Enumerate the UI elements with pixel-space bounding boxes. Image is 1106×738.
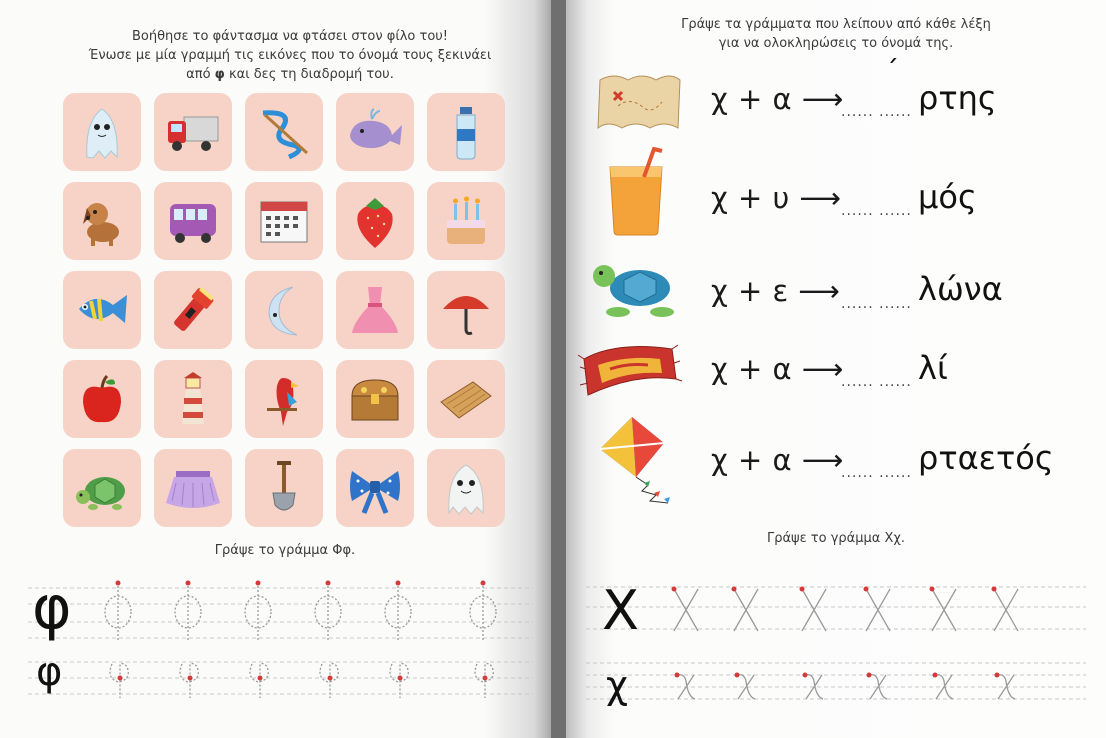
grid-cell[interactable] (154, 360, 232, 438)
calendar-icon (253, 190, 315, 252)
flashlight-icon (162, 279, 224, 341)
ribbon-icon (253, 101, 315, 163)
grid-cell[interactable] (245, 271, 323, 349)
water-bottle-icon (435, 101, 497, 163)
phi-uppercase-model: φ (32, 573, 72, 643)
instruction-line-2: Ένωσε με μία γραμμή τις εικόνες που το όνομά τους ξεκινάει (88, 48, 492, 63)
whale-icon (344, 101, 406, 163)
grid-cell[interactable] (154, 449, 232, 527)
handwriting-guide-chi (586, 577, 1091, 707)
exercise-row (566, 155, 1106, 235)
fish-icon (71, 279, 133, 341)
grid-cell[interactable] (245, 93, 323, 171)
chi-lowercase-model: χ (606, 663, 628, 707)
umbrella-icon (435, 279, 497, 341)
letter-formula: χ + α ⟶ (711, 443, 844, 477)
dress-icon (344, 279, 406, 341)
instruction-line-3-post: και δες τη διαδρομή του. (224, 67, 394, 82)
instruction-line-3-pre: από (186, 67, 215, 82)
accent-mark: ΄ (885, 54, 899, 87)
grid-cell[interactable] (63, 271, 141, 349)
grid-cell[interactable] (63, 182, 141, 260)
turtle-icon (71, 457, 133, 519)
letter-formula: χ + υ ⟶ (711, 181, 842, 215)
word-ending: λώνα (918, 270, 1003, 308)
grid-cell[interactable] (63, 360, 141, 438)
treasure-map-icon (594, 68, 684, 138)
grid-cell[interactable] (427, 360, 505, 438)
moon-icon (253, 279, 315, 341)
grid-cell[interactable] (336, 182, 414, 260)
shovel-icon (253, 457, 315, 519)
parrot-icon (253, 368, 315, 430)
kite-icon (592, 415, 688, 507)
blank-line[interactable]: ...... ...... (841, 296, 912, 312)
write-heading-left: Γράψε το γράμμα Φφ. (214, 543, 356, 558)
instruction-letter-bold: φ (214, 67, 225, 82)
grid-cell[interactable] (154, 271, 232, 349)
left-page (0, 0, 551, 738)
instruction-line-1: Γράψε τα γράμματα που λείπουν από κάθε λέξη (681, 17, 991, 32)
grid-cell[interactable] (427, 93, 505, 171)
exercise-row (566, 250, 1106, 330)
grid-cell[interactable] (63, 93, 141, 171)
blank-line[interactable]: ...... ...... (841, 104, 912, 120)
grid-cell[interactable] (63, 449, 141, 527)
grid-cell[interactable] (427, 182, 505, 260)
chi-uppercase-model: Χ (602, 579, 639, 642)
word-ending: μός (918, 178, 977, 216)
picture-grid (63, 93, 505, 527)
right-instructions (626, 15, 1046, 53)
cake-icon (435, 190, 497, 252)
word-ending: λί (918, 349, 948, 387)
grid-cell[interactable] (245, 182, 323, 260)
instruction-line-1: Βοήθησε το φάντασμα να φτάσει στον φίλο του! (131, 29, 449, 44)
instruction-line-3 (60, 65, 520, 84)
juice-glass-icon (604, 147, 678, 237)
right-page (566, 0, 1106, 738)
grid-cell[interactable] (245, 360, 323, 438)
write-heading-right: Γράψε το γράμμα Χχ. (766, 531, 906, 546)
grid-cell[interactable] (245, 449, 323, 527)
exercise-row (566, 333, 1106, 413)
grid-cell[interactable] (427, 449, 505, 527)
ghost-icon (71, 101, 133, 163)
wood-plank-icon (435, 368, 497, 430)
word-ending: ρτης (918, 79, 997, 117)
carpet-icon (576, 339, 684, 405)
word-ending: ρταετός (918, 439, 1054, 477)
dog-icon (71, 190, 133, 252)
grid-cell[interactable] (154, 93, 232, 171)
tutu-skirt-icon (162, 457, 224, 519)
phi-lowercase-model: φ (36, 649, 63, 695)
grid-cell[interactable] (336, 449, 414, 527)
blank-line[interactable]: ...... ...... (841, 374, 912, 390)
exercise-row (566, 413, 1106, 493)
left-instructions (60, 27, 520, 84)
blank-line[interactable]: ...... ...... (841, 203, 912, 219)
letter-formula: χ + ε ⟶ (711, 274, 841, 308)
strawberry-icon (344, 190, 406, 252)
grid-cell[interactable] (336, 271, 414, 349)
grid-cell[interactable] (154, 182, 232, 260)
handwriting-guide-phi (28, 574, 538, 704)
turtle-icon (588, 254, 684, 328)
grid-cell[interactable] (427, 271, 505, 349)
instruction-line-2: για να ολοκληρώσεις το όνομά της. (718, 36, 954, 51)
bow-icon (344, 457, 406, 519)
bus-icon (162, 190, 224, 252)
letter-formula: χ + α ⟶ (711, 352, 844, 386)
exercise-row (566, 54, 1106, 142)
truck-icon (162, 101, 224, 163)
lighthouse-icon (162, 368, 224, 430)
blank-line[interactable]: ...... ...... (841, 465, 912, 481)
grid-cell[interactable] (336, 93, 414, 171)
treasure-chest-icon (344, 368, 406, 430)
grid-cell[interactable] (336, 360, 414, 438)
ghost-friend-icon (435, 457, 497, 519)
letter-formula: χ + α ⟶ (711, 82, 844, 116)
apple-icon (71, 368, 133, 430)
